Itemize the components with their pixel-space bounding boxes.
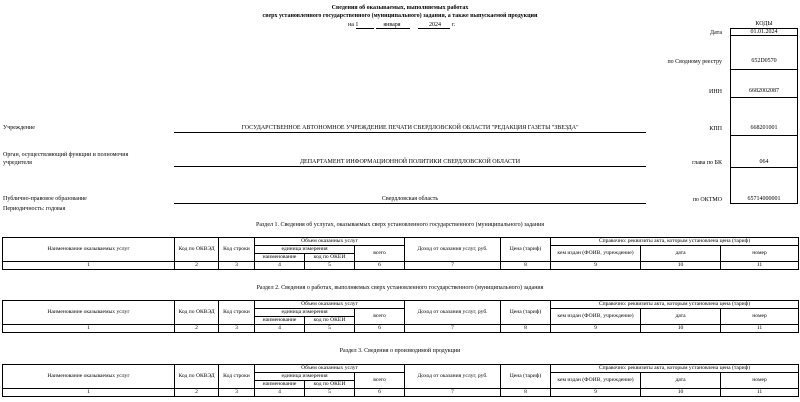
date-prefix: на 1 (348, 22, 359, 28)
founder-label-2: учредителя (3, 160, 32, 166)
col-num: 10 (641, 389, 721, 397)
col-volume: Объем оказанных услуг (255, 301, 405, 309)
col-unit: единица измерения (255, 373, 355, 381)
col-date: дата (641, 309, 721, 325)
col-num: 1 (3, 389, 175, 397)
date-month: января (383, 22, 401, 28)
institution-value: ГОСУДАРСТВЕННОЕ АВТОНОМНОЕ УЧРЕЖДЕНИЕ ПЕЧАТИ СВЕРДЛОВСКОЙ ОБЛАСТИ "РЕДАКЦИЯ ГАЗЕТЫ "ЗВЕЗДА" (241, 125, 579, 131)
col-volume: Объем оказанных услуг (255, 365, 405, 373)
col-num: 4 (255, 325, 305, 333)
column-numbers-row (3, 262, 799, 270)
institution-underline (174, 132, 646, 133)
col-issuer: кем издан (ФОИВ, учреждение) (551, 246, 641, 262)
codes-header: КОДЫ (755, 21, 773, 27)
founder-value: ДЕПАРТАМЕНТ ИНФОРМАЦИОННОЙ ПОЛИТИКИ СВЕРДЛОВСКОЙ ОБЛАСТИ (299, 159, 521, 165)
col-unit-name: наименование (255, 317, 305, 325)
col-num: 10 (641, 262, 721, 270)
col-num: 1 (3, 262, 175, 270)
col-income: Доход от оказания услуг, руб. (405, 365, 501, 389)
founder-underline (174, 166, 646, 167)
col-num: 7 (405, 262, 501, 270)
col-okved: Код по ОКВЭД (175, 365, 219, 389)
col-price: Цена (тариф) (501, 238, 551, 262)
col-unit: единица измерения (255, 309, 355, 317)
col-num: 3 (219, 389, 255, 397)
col-total: всего (355, 373, 405, 389)
col-okved: Код по ОКВЭД (175, 238, 219, 262)
date-suffix: г. (452, 22, 456, 28)
col-issuer: кем издан (ФОИВ, учреждение) (551, 309, 641, 325)
col-num: 2 (175, 389, 219, 397)
col-num: 3 (219, 262, 255, 270)
col-reference: Справочно: реквизиты акта, которым установлена цена (тариф) (551, 365, 799, 373)
col-issuer: кем издан (ФОИВ, учреждение) (551, 373, 641, 389)
col-reference: Справочно: реквизиты акта, которым установлена цена (тариф) (551, 301, 799, 309)
col-income: Доход от оказания услуг, руб. (405, 238, 501, 262)
column-numbers-row (3, 389, 799, 397)
doc-title-line1: Сведения об оказываемых, выполняемых работах (331, 5, 469, 11)
col-okei: код по ОКЕИ (305, 317, 355, 325)
col-row-code: Код строки (219, 238, 255, 262)
codes-inn-label: ИНН (709, 89, 722, 95)
col-reference: Справочно: реквизиты акта, которым установлена цена (тариф) (551, 238, 799, 246)
col-num: 9 (551, 389, 641, 397)
col-num: 6 (355, 389, 405, 397)
col-num: 7 (405, 325, 501, 333)
date-year: 2024 (429, 22, 441, 28)
col-number: номер (721, 246, 799, 262)
col-unit-name: наименование (255, 381, 305, 389)
col-unit-name: наименование (255, 254, 305, 262)
codes-oktmo-label: по ОКТМО (692, 197, 722, 203)
col-num: 11 (721, 389, 799, 397)
col-total: всего (355, 246, 405, 262)
section-2-table (2, 300, 799, 333)
col-volume: Объем оказанных услуг (255, 238, 405, 246)
col-price: Цена (тариф) (501, 365, 551, 389)
section-3-table (2, 364, 799, 397)
col-num: 7 (405, 389, 501, 397)
col-num: 8 (501, 325, 551, 333)
col-num: 5 (305, 325, 355, 333)
col-date: дата (641, 246, 721, 262)
codes-registry-label: по Сводному реестру (667, 59, 722, 65)
codes-registry-box (730, 36, 798, 70)
date-day-line (356, 28, 374, 29)
col-row-code: Код строки (219, 301, 255, 325)
codes-inn-value: 6682002087 (749, 88, 779, 94)
col-num: 4 (255, 389, 305, 397)
ppo-underline (174, 203, 646, 204)
codes-date-value: 01.01.2024 (750, 29, 778, 35)
col-row-code: Код строки (219, 365, 255, 389)
codes-bk-value: 064 (759, 159, 769, 165)
section-1-table (2, 237, 799, 270)
col-income: Доход от оказания услуг, руб. (405, 301, 501, 325)
col-num: 10 (641, 325, 721, 333)
date-month-line (376, 28, 410, 29)
col-num: 9 (551, 262, 641, 270)
col-okei: код по ОКЕИ (305, 381, 355, 389)
col-num: 3 (219, 325, 255, 333)
col-num: 4 (255, 262, 305, 270)
section-1-title: Раздел 1. Сведения об услугах, оказываемых сверх установленного государственного (муниципального) задания (256, 222, 544, 228)
institution-label: Учреждение (3, 125, 35, 131)
col-num: 9 (551, 325, 641, 333)
section-3-title: Раздел 3. Сведения о производимой продукции (339, 348, 461, 354)
col-total: всего (355, 309, 405, 325)
period-label: Периодичность: годовая (3, 206, 66, 212)
column-numbers-row (3, 325, 799, 333)
ppo-value: Свердловская область (381, 196, 439, 202)
doc-title-line2: сверх установленного государственного (муниципального) задания, а также выпускаемой продукции (262, 13, 538, 19)
col-number: номер (721, 373, 799, 389)
codes-kpp-label: КПП (709, 126, 722, 132)
founder-label-1: Орган, осуществляющий функции и полномочия (3, 152, 129, 158)
col-price: Цена (тариф) (501, 301, 551, 325)
codes-oktmo-value: 65714000001 (747, 196, 781, 202)
col-num: 2 (175, 262, 219, 270)
col-num: 8 (501, 389, 551, 397)
col-num: 11 (721, 262, 799, 270)
codes-registry-value: 652D0570 (751, 58, 777, 64)
col-okved: Код по ОКВЭД (175, 301, 219, 325)
col-number: номер (721, 309, 799, 325)
col-name: Наименование оказываемых услуг (3, 301, 175, 325)
col-num: 6 (355, 325, 405, 333)
col-okei: код по ОКЕИ (305, 254, 355, 262)
col-num: 11 (721, 325, 799, 333)
col-name: Наименование оказываемых услуг (3, 365, 175, 389)
col-num: 6 (355, 262, 405, 270)
col-num: 8 (501, 262, 551, 270)
col-num: 1 (3, 325, 175, 333)
col-num: 2 (175, 325, 219, 333)
codes-bk-label: глава по БК (692, 160, 722, 166)
codes-kpp-value: 668201001 (750, 125, 778, 131)
codes-date-label: Дата (710, 30, 722, 36)
col-date: дата (641, 373, 721, 389)
ppo-label: Публично-правовое образование (3, 196, 87, 202)
section-2-title: Раздел 2. Сведения о работах, выполняемых сверх установленного государственного (муниципального) задания (256, 285, 544, 291)
col-num: 5 (305, 262, 355, 270)
date-year-line (418, 28, 450, 29)
col-name: Наименование оказываемых услуг (3, 238, 175, 262)
col-unit: единица измерения (255, 246, 355, 254)
col-num: 5 (305, 389, 355, 397)
